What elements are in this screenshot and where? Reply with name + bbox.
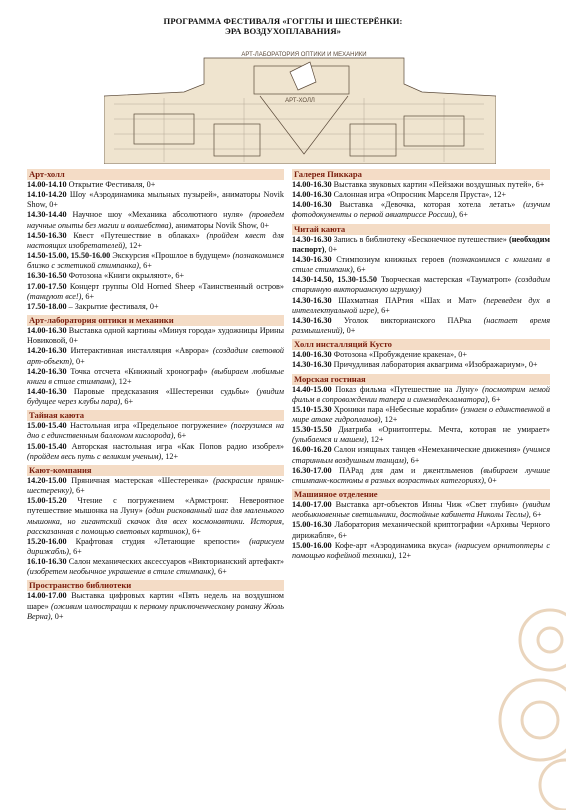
program-item [27,591,284,621]
item-time: 16.10-16.30 [27,557,67,567]
item-title: Настольная игра «Предельное погружение» [66,421,231,431]
item-note: (погрузимся на дно с единственным баллоном кислорода) [27,421,285,441]
item-title: Запись в библиотеку «Бесконечное путешествие» [331,234,509,244]
gears-decoration-icon [470,600,566,810]
item-title: Фотозона «Книги окрыляют», 6+ [66,271,185,281]
program-item [292,190,550,200]
item-time: 14.20-16.30 [27,346,67,356]
item-note: (учимся старинным воздушным танцам) [292,445,550,465]
item-title: Выставка «Девочка, которая хотела летать» [331,200,524,210]
item-time: 15.10-15.30 [292,404,332,414]
item-title: ПАРад для дам и джентльменов [331,465,481,475]
item-title: Открытие Фестиваля, 0+ [66,180,156,189]
section-heading: Кают-компания [27,465,284,476]
item-time: 16.30-16.50 [27,271,67,281]
program-item [292,350,550,360]
item-age: , 0+ [342,326,356,336]
program-item [27,251,284,271]
item-title: Точка отсчета «Книжный хронограф» [66,366,212,376]
item-title: Квест «Путешествие в облаках» [66,230,207,240]
section-heading: Арт-лаборатория оптики и механики [27,315,284,326]
item-age: , 6+ [487,394,501,404]
title-line-1: ПРОГРАММА ФЕСТИВАЛЯ «ГОГГЛЫ И ШЕСТЕРЁНКИ: [163,16,403,26]
item-time: 15.00-15.40 [27,421,67,431]
item-note: (оживим иллюстрации к первому приключенческому роману Жюль Верна) [27,601,284,621]
section-heading: Галерея Пиккара [292,169,550,180]
item-time: 14.50-15.00, 15.50-16.00 [27,251,111,261]
program-item [27,326,284,346]
item-note: (познакомимся близко с эстетикой стимпанка) [27,251,285,271]
item-time: 14.30-16.30 [292,315,332,325]
item-time: 14.30-14.50, 15.30-15.50 [292,275,377,285]
item-age: , 6+ [68,547,82,556]
item-time: 14.40-16.30 [27,386,67,396]
item-time: 15.00-15.20 [27,496,67,506]
item-emphasis: (необходим паспорт) [292,234,550,254]
item-time: 14.00-16.30 [292,180,332,189]
item-note: (выбираем лучшие стимпанк-костюмы в разных возрастных категориях) [292,465,550,485]
section-heading: Читай каюта [292,224,550,235]
item-age: , 6+ [376,305,390,315]
item-title: Салон изящных танцев «Немеханические движения» [331,445,523,455]
program-item [292,200,550,220]
program-item [292,445,550,465]
program-item [27,282,284,302]
item-title: Паровые предсказания «Шестеренки судьбы» [66,386,257,396]
item-title: Выставка цифровых картин «Пять недель на воздушном шаре» [27,591,284,611]
item-note: (создадим старинную викторианскую игрушку) [292,275,550,295]
program-item [292,541,550,561]
item-time: 14.00-16.30 [292,350,332,360]
item-title: Шахматная ПАРтия «Шах и Мат» [331,295,484,305]
item-age: , 6+ [455,210,468,220]
program-item [292,385,550,405]
item-title: Чтение с погружением «Армстронг. Невероятное путешествие мышонка на Луну» [27,496,284,516]
program-item [27,302,284,312]
item-time: 14.30-16.30 [292,234,332,244]
item-title: Шоу «Аэродинамика мыльных пузырей», аниматоры Novik Show, 0+ [27,190,284,210]
item-time: 15.00-16.00 [292,540,332,550]
program-item [292,296,550,316]
item-note: (выбираем любимые книги в стиле стимпанк) [27,366,284,386]
program-item [292,275,550,295]
item-time: 14.50-16.30 [27,230,67,240]
item-age: , 12+ [366,435,384,445]
item-age: , 0+ [71,356,85,366]
item-title: – Закрытие фестиваля, 0+ [66,301,159,311]
program-item [292,425,550,445]
item-title: Салон механических аксессуаров «Викторианский артефакт» [66,557,284,567]
program-item [292,405,550,425]
item-time: 15.00-15.40 [27,441,67,451]
item-title: Стимпозиум книжных героев [331,254,449,264]
item-age: , 12+ [394,550,412,560]
program-item [27,557,284,577]
item-title: Крафтовая студия «Летающие крепости» [66,536,250,546]
program-item [27,496,284,537]
item-note: (узнаем о единственной в мире атаке гидропланов) [292,404,550,424]
item-age: , 6+ [71,486,85,496]
item-time: 17.50-18.00 [27,301,67,311]
item-time: 14.00-17.00 [27,591,67,601]
item-note: (нарисуем дирижабль) [27,536,284,556]
item-age: , аниматоры Novik Show, 0+ [171,220,270,230]
section-heading: Машинное отделение [292,489,550,500]
item-age: , 12+ [114,376,132,386]
section-heading: Морская гостиная [292,374,550,385]
section-heading: Холл инсталляций Кусто [292,339,550,350]
item-title: Пряничная мастерская «Шестеренка» [66,475,214,485]
section-heading: Тайная каюта [27,410,284,421]
section-heading: Пространство библиотеки [27,580,284,591]
item-title: Лаборатория механической криптографии «Архивы Черного дирижабля», 6+ [292,520,550,540]
program-item [27,537,284,557]
item-time: 14.40-15.00 [292,384,332,394]
item-age: , 6+ [120,397,134,407]
program-item [27,346,284,366]
item-note: (улыбаемся и машем) [292,435,367,445]
item-note: (проведем научные опыты без магии и волшебства) [27,210,284,230]
program-item [27,180,284,190]
item-title: Диатриба «Орнитоптеры. Мечта, которая не умирает» [331,425,550,435]
program-item [27,476,284,496]
item-time: 14.20-16.30 [27,366,67,376]
item-age: , 6+ [173,431,187,441]
illustration-hall-label: АРТ-ХОЛЛ [285,98,315,104]
item-note: (изобретем необычное украшение в стиле стимпанк) [27,567,214,577]
item-title: Творческая мастерская «Тауматроп» [377,275,516,285]
program-item [27,231,284,251]
item-note: (танцуют все!) [27,291,82,301]
item-time: 16.30-17.00 [292,465,332,475]
item-age: , 6+ [352,265,366,275]
item-title: Уголок викторианского ПАРка [331,315,484,325]
program-item [292,316,550,336]
item-title: Научное шоу «Механика абсолютного нуля» [66,210,250,220]
item-age: , 6+ [406,455,420,465]
item-time: 14.30-16.30 [292,295,332,305]
item-time: 14.10-14.20 [27,190,67,200]
item-time: 14.30-16.30 [292,360,332,370]
item-title: Авторская настольная игра «Как Попов радио изобрел» [66,441,284,451]
item-title: Выставка звуковых картин «Пейзажи воздушных путей», 6+ [331,180,545,189]
item-time: 14.20-15.00 [27,475,67,485]
item-time: 14.30-14.40 [27,210,67,220]
item-title: Причудливая лаборатория аквагрима «Изображариум», 0+ [331,360,538,370]
item-time: 14.00-16.30 [292,190,332,200]
item-time: 14.00-14.10 [27,180,67,189]
item-title: Интерактивная инсталляция «Аврора» [66,346,213,356]
item-time: 16.00-16.20 [292,445,332,455]
item-note: (настает время размышлений) [292,315,551,336]
item-age: , 6+ [81,291,95,301]
item-time: 14.30-16.30 [292,254,332,264]
item-note: (посмотрим немой фильм в сопровождении тапера и синемадекламатора) [292,384,550,404]
item-note: (познакомимся с книгами в стиле стимпанк) [292,254,550,275]
item-age: , 12+ [380,414,398,424]
program-item [27,271,284,281]
item-title: Выставка арт-объектов Инны Чиж «Свет глубин» [331,500,523,510]
program-item [27,210,284,230]
item-age: , 0+ [50,611,64,621]
item-note: (пройдем весь путь с великим ученым) [27,451,162,461]
item-note: (увидим необыкновенные светильники, достойные кабинета Николы Теслы) [292,500,550,520]
program-item [292,520,550,540]
item-time: 15.20-16.00 [27,536,67,546]
item-note: (увидим будущее через клубы пара) [27,386,284,407]
item-time: 14.00-16.30 [27,326,67,336]
title-line-2: ЭРА ВОЗДУХОПЛАВАНИЯ» [224,26,342,36]
item-note: (один рискованный шаг для маленького мышонка, но гигантский скачок для всех космонавтики. История, рассказанная с помощью световых картинок) [27,506,284,536]
item-time: 15.00-16.30 [292,520,332,530]
program-item [27,442,284,462]
program-item [27,367,284,387]
item-note: (нарисуем орнитоптеры с помощью кофейной техники) [292,540,550,560]
item-title: Фотозона «Пробуждение кракена», 0+ [331,350,467,360]
item-age: , 6+ [139,261,152,271]
item-title: Экскурсия «Прошлое в будущем» [110,251,233,261]
item-note: (создадим световой арт-объект) [27,346,284,366]
item-title: Выставка одной картины «Минуя города» художницы Ирины Новиковой, 0+ [27,326,284,346]
program-item [292,255,550,275]
illustration-banner: АРТ-ЛАБОРАТОРИЯ ОПТИКИ И МЕХАНИКИ [241,52,367,58]
item-note: (переведем дух в интеллектуальной игре) [292,295,551,315]
item-time: 15.30-15.50 [292,425,332,435]
item-age: , 0+ [483,475,497,485]
program-item [292,180,550,190]
item-age: , 6+ [528,510,542,520]
item-age: , 12+ [161,451,179,461]
venue-illustration [104,44,496,164]
item-note: (раскрасим пряник-шестеренку) [27,475,284,496]
item-time: 14.00-16.30 [292,200,332,210]
right-column [292,166,550,561]
item-note: (изучим фотодокументы о первой авиатриссе России) [292,200,550,220]
item-title: Концерт группы Old Horned Sheep «Таинственный остров» [66,281,284,291]
item-title: Показ фильма «Путешествие на Луну» [331,384,483,394]
item-age: , 12+ [125,240,142,250]
item-note: (пройдем квест для настоящих изобретателей) [27,230,284,250]
program-item [292,360,550,370]
left-column [27,166,284,622]
item-age: , 6+ [213,567,227,577]
program-item [292,500,550,520]
item-time: 14.00-17.00 [292,500,332,510]
item-title: Хроники пара «Небесные корабли» [331,404,461,414]
item-title: Кофе-арт «Аэродинамика вкуса» [331,540,456,550]
item-age: , 6+ [188,526,201,536]
item-time: 17.00-17.50 [27,281,67,291]
program-item [27,387,284,407]
item-age: , 0+ [324,244,338,254]
page-title [0,16,566,36]
program-item [292,235,550,255]
section-heading: Арт-холл [27,169,284,180]
program-item [27,190,284,210]
program-item [292,466,550,486]
item-title: Салонная игра «Опросник Марселя Пруста», 12+ [331,190,507,200]
program-item [27,421,284,441]
